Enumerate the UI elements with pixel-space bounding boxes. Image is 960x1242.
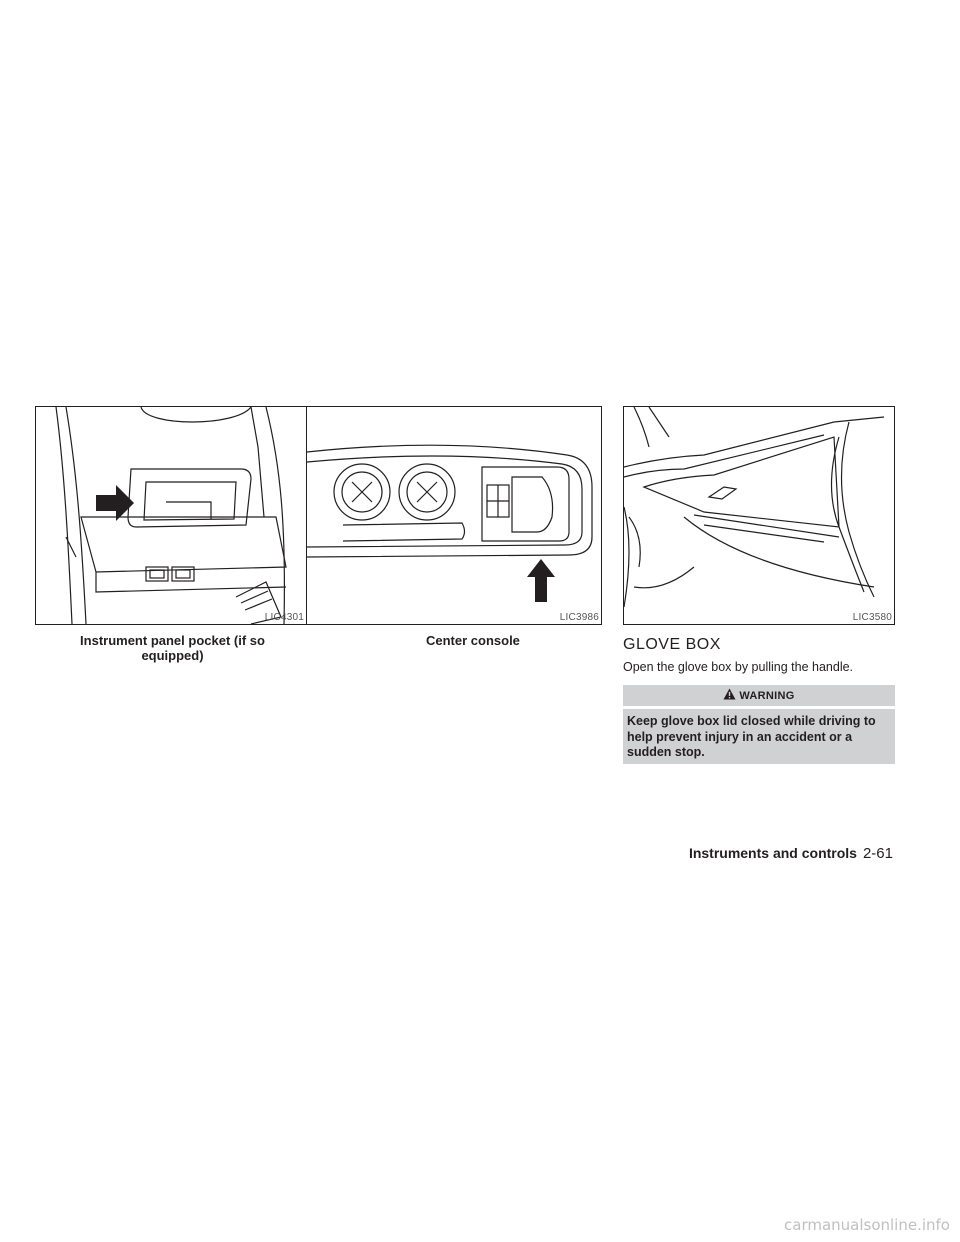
page-footer <box>689 845 893 862</box>
figure-code: LIC3580 <box>852 612 892 623</box>
warning-text: Keep glove box lid closed while driving to help prevent injury in an accident or a sudden stop. <box>623 709 895 764</box>
warning-label: WARNING <box>739 689 795 702</box>
chapter-title: Instruments and controls <box>688 845 857 861</box>
figure-code: LIC4301 <box>264 612 304 623</box>
center-console-illustration <box>307 407 601 624</box>
figure-code: LIC3986 <box>559 612 599 623</box>
warning-header <box>623 685 895 706</box>
instrument-panel-pocket-illustration <box>36 407 306 624</box>
figure-glove-box <box>623 406 895 625</box>
glove-box-illustration <box>624 407 894 624</box>
caption-center-console: Center console <box>426 633 520 648</box>
warning-triangle-icon <box>723 688 736 703</box>
watermark: carmanualsonline.info <box>784 1216 950 1234</box>
page-number: 2-61 <box>862 845 893 862</box>
caption-instrument-panel-pocket: Instrument panel pocket (if so equipped) <box>80 633 265 663</box>
figure-instrument-panel-pocket <box>35 406 307 625</box>
section-title: GLOVE BOX <box>623 636 721 653</box>
section-body: Open the glove box by pulling the handle. <box>623 660 854 674</box>
figure-center-console <box>306 406 602 625</box>
